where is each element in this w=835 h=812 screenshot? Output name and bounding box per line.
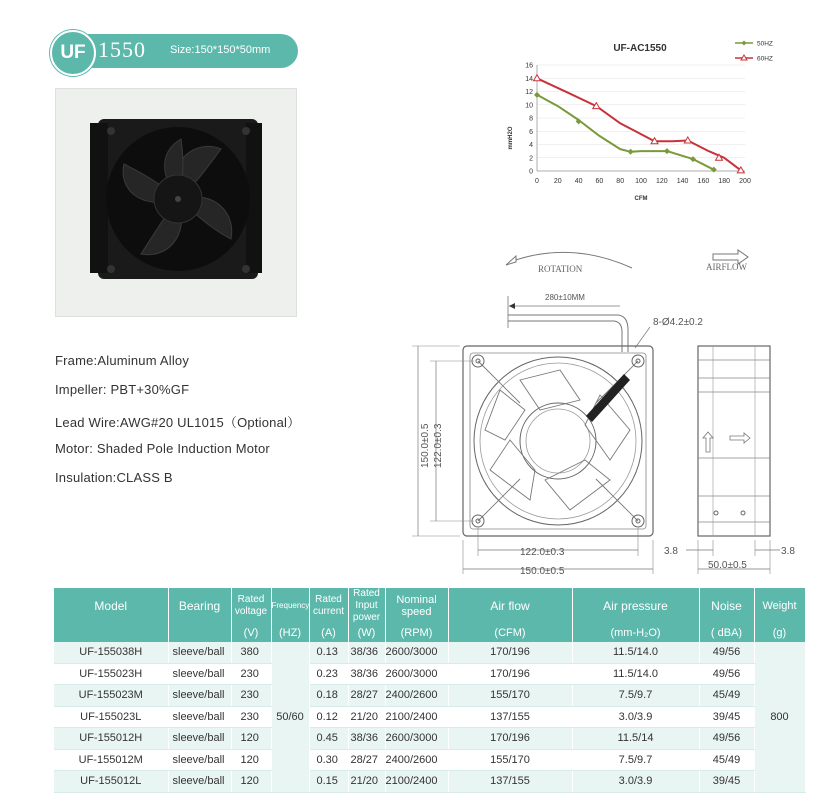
table-row	[54, 663, 805, 685]
table-row	[54, 771, 805, 793]
data-point	[534, 75, 541, 81]
cell-current: 0.30	[309, 749, 348, 771]
y-tick-label: 0	[529, 168, 533, 176]
cell-power: 38/36	[348, 728, 385, 750]
model-header	[52, 34, 298, 68]
cell-power: 38/36	[348, 663, 385, 685]
cell-power: 21/20	[348, 771, 385, 793]
column-header: Rated Input power	[348, 588, 385, 624]
column-header: Rated voltage	[231, 588, 271, 624]
cell-current: 0.13	[309, 642, 348, 663]
cell-airflow: 170/196	[448, 642, 572, 663]
column-unit: (HZ)	[271, 624, 309, 642]
column-header: Nominal speed	[385, 588, 448, 624]
lead-length-label: 280±10MM	[545, 293, 585, 302]
table-row	[54, 685, 805, 707]
dim-150-vertical: 150.0±0.5	[420, 423, 431, 468]
cell-pressure: 7.5/9.7	[572, 685, 699, 707]
x-tick-label: 160	[697, 178, 710, 185]
spec-impeller: Impeller: PBT+30%GF	[55, 382, 190, 397]
dim-122-vertical: 122.0±0.3	[433, 423, 444, 468]
y-tick-label: 2	[529, 155, 533, 163]
product-photo	[55, 88, 297, 317]
cell-speed: 2600/3000	[385, 728, 448, 750]
column-unit	[168, 624, 231, 642]
cell-speed: 2100/2400	[385, 771, 448, 793]
column-unit: (W)	[348, 624, 385, 642]
table-row	[54, 642, 805, 663]
cell-voltage: 120	[231, 771, 271, 793]
legend-label: 60HZ	[757, 55, 773, 63]
cell-pressure: 7.5/9.7	[572, 749, 699, 771]
cell-power: 21/20	[348, 706, 385, 728]
cell-model: UF-155038H	[54, 642, 168, 663]
cell-voltage: 120	[231, 749, 271, 771]
cell-speed: 2400/2600	[385, 685, 448, 707]
cell-pressure: 11.5/14	[572, 728, 699, 750]
table-row	[54, 706, 805, 728]
x-tick-label: 120	[655, 178, 668, 185]
chart-grid	[537, 65, 745, 171]
cell-power: 28/27	[348, 685, 385, 707]
column-header: Air flow	[448, 588, 572, 624]
cell-airflow: 137/155	[448, 771, 572, 793]
performance-chart	[500, 38, 790, 208]
cell-voltage: 120	[231, 728, 271, 750]
column-unit: (A)	[309, 624, 348, 642]
cell-model: UF-155012L	[54, 771, 168, 793]
x-tick-label: 0	[535, 178, 539, 185]
cell-noise: 49/56	[699, 728, 754, 750]
spec-lead-wire: Lead Wire:AWG#20 UL1015（Optional）	[55, 415, 301, 430]
chart-series-group	[534, 75, 745, 173]
series-line-50HZ	[537, 95, 714, 170]
y-tick-label: 16	[525, 62, 533, 70]
x-tick-label: 100	[635, 178, 647, 185]
x-tick-label: 60	[595, 178, 604, 185]
dim-3-8-right: 3.8	[781, 546, 795, 557]
table-row	[54, 728, 805, 750]
cell-bearing: sleeve/ball	[168, 642, 231, 663]
cell-model: UF-155023M	[54, 685, 168, 707]
y-tick-label: 8	[529, 115, 533, 123]
cell-pressure: 11.5/14.0	[572, 663, 699, 685]
dim-50-depth: 50.0±0.5	[708, 560, 747, 571]
cell-noise: 49/56	[699, 663, 754, 685]
legend-label: 50HZ	[757, 40, 773, 48]
y-tick-label: 14	[525, 75, 533, 83]
table-row	[54, 749, 805, 771]
model-number: 1550	[98, 37, 146, 62]
column-header: Model	[54, 588, 168, 624]
brand-logo: UF	[50, 30, 96, 76]
cell-current: 0.12	[309, 706, 348, 728]
cell-voltage: 230	[231, 663, 271, 685]
data-point	[628, 149, 634, 155]
weight-cell: 800	[754, 642, 805, 792]
column-unit: (RPM)	[385, 624, 448, 642]
x-tick-label: 200	[739, 178, 751, 185]
dimension-drawing	[400, 245, 805, 580]
cell-speed: 2100/2400	[385, 706, 448, 728]
cell-pressure: 3.0/3.9	[572, 706, 699, 728]
fan-photo-illustration	[56, 89, 296, 316]
column-unit	[54, 624, 168, 642]
cell-voltage: 380	[231, 642, 271, 663]
spec-table	[54, 588, 806, 793]
cell-bearing: sleeve/ball	[168, 771, 231, 793]
airflow-label: AIRFLOW	[706, 262, 747, 272]
cell-voltage: 230	[231, 685, 271, 707]
cell-model: UF-155012H	[54, 728, 168, 750]
cell-bearing: sleeve/ball	[168, 706, 231, 728]
column-unit: (V)	[231, 624, 271, 642]
x-tick-label: 180	[718, 178, 731, 185]
cell-airflow: 155/170	[448, 749, 572, 771]
column-header: Air pressure	[572, 588, 699, 624]
dim-122-horizontal: 122.0±0.3	[520, 547, 565, 558]
dim-3-8-left: 3.8	[664, 546, 678, 557]
cell-airflow: 137/155	[448, 706, 572, 728]
cell-airflow: 170/196	[448, 663, 572, 685]
cell-airflow: 170/196	[448, 728, 572, 750]
cell-model: UF-155023L	[54, 706, 168, 728]
table-header-row	[54, 588, 805, 624]
chart-legend	[735, 41, 773, 63]
size-label: Size:150*150*50mm	[170, 44, 271, 56]
chart-ylabel: mmH2O	[508, 126, 514, 150]
x-tick-label: 80	[616, 178, 625, 185]
x-tick-label: 140	[676, 178, 689, 185]
cell-pressure: 3.0/3.9	[572, 771, 699, 793]
cell-speed: 2600/3000	[385, 663, 448, 685]
y-tick-label: 4	[529, 142, 533, 149]
cell-power: 38/36	[348, 642, 385, 663]
cell-bearing: sleeve/ball	[168, 749, 231, 771]
cell-airflow: 155/170	[448, 685, 572, 707]
cell-noise: 39/45	[699, 771, 754, 793]
cell-pressure: 11.5/14.0	[572, 642, 699, 663]
spec-motor: Motor: Shaded Pole Induction Motor	[55, 441, 270, 456]
table-unit-row	[54, 624, 805, 642]
cell-current: 0.18	[309, 685, 348, 707]
column-unit: (CFM)	[448, 624, 572, 642]
cell-speed: 2600/3000	[385, 642, 448, 663]
column-header: Frequency	[271, 588, 309, 624]
cell-bearing: sleeve/ball	[168, 685, 231, 707]
column-unit: (mm-H₂O)	[572, 624, 699, 642]
rotation-label: ROTATION	[538, 264, 583, 274]
y-tick-label: 12	[525, 89, 533, 96]
column-header: Bearing	[168, 588, 231, 624]
cell-current: 0.45	[309, 728, 348, 750]
cell-bearing: sleeve/ball	[168, 663, 231, 685]
cell-bearing: sleeve/ball	[168, 728, 231, 750]
cell-power: 28/27	[348, 749, 385, 771]
column-header: Noise	[699, 588, 754, 624]
spec-insulation: Insulation:CLASS B	[55, 470, 173, 485]
y-tick-label: 6	[529, 128, 533, 136]
cell-current: 0.15	[309, 771, 348, 793]
y-tick-label: 10	[525, 102, 533, 110]
series-line-60HZ	[537, 78, 741, 170]
cell-current: 0.23	[309, 663, 348, 685]
data-point	[664, 148, 670, 154]
cell-speed: 2400/2600	[385, 749, 448, 771]
cell-model: UF-155023H	[54, 663, 168, 685]
chart-xlabel: CFM	[634, 196, 648, 202]
cell-noise: 39/45	[699, 706, 754, 728]
x-tick-label: 40	[574, 178, 583, 185]
cell-model: UF-155012M	[54, 749, 168, 771]
cell-noise: 49/56	[699, 642, 754, 663]
dim-150-horizontal: 150.0±0.5	[520, 566, 565, 577]
x-tick-label: 20	[553, 178, 562, 185]
column-header: Rated current	[309, 588, 348, 624]
chart-axes	[525, 63, 751, 186]
column-unit: (g)	[754, 624, 805, 642]
cell-voltage: 230	[231, 706, 271, 728]
column-header: Weight	[754, 588, 805, 624]
cell-noise: 45/49	[699, 749, 754, 771]
holes-label: 8-Ø4.2±0.2	[653, 317, 703, 328]
cell-noise: 45/49	[699, 685, 754, 707]
column-unit: ( dBA)	[699, 624, 754, 642]
spec-frame: Frame:Aluminum Alloy	[55, 353, 190, 368]
chart-title: UF-AC1550	[613, 43, 667, 54]
frequency-cell: 50/60	[271, 642, 309, 792]
